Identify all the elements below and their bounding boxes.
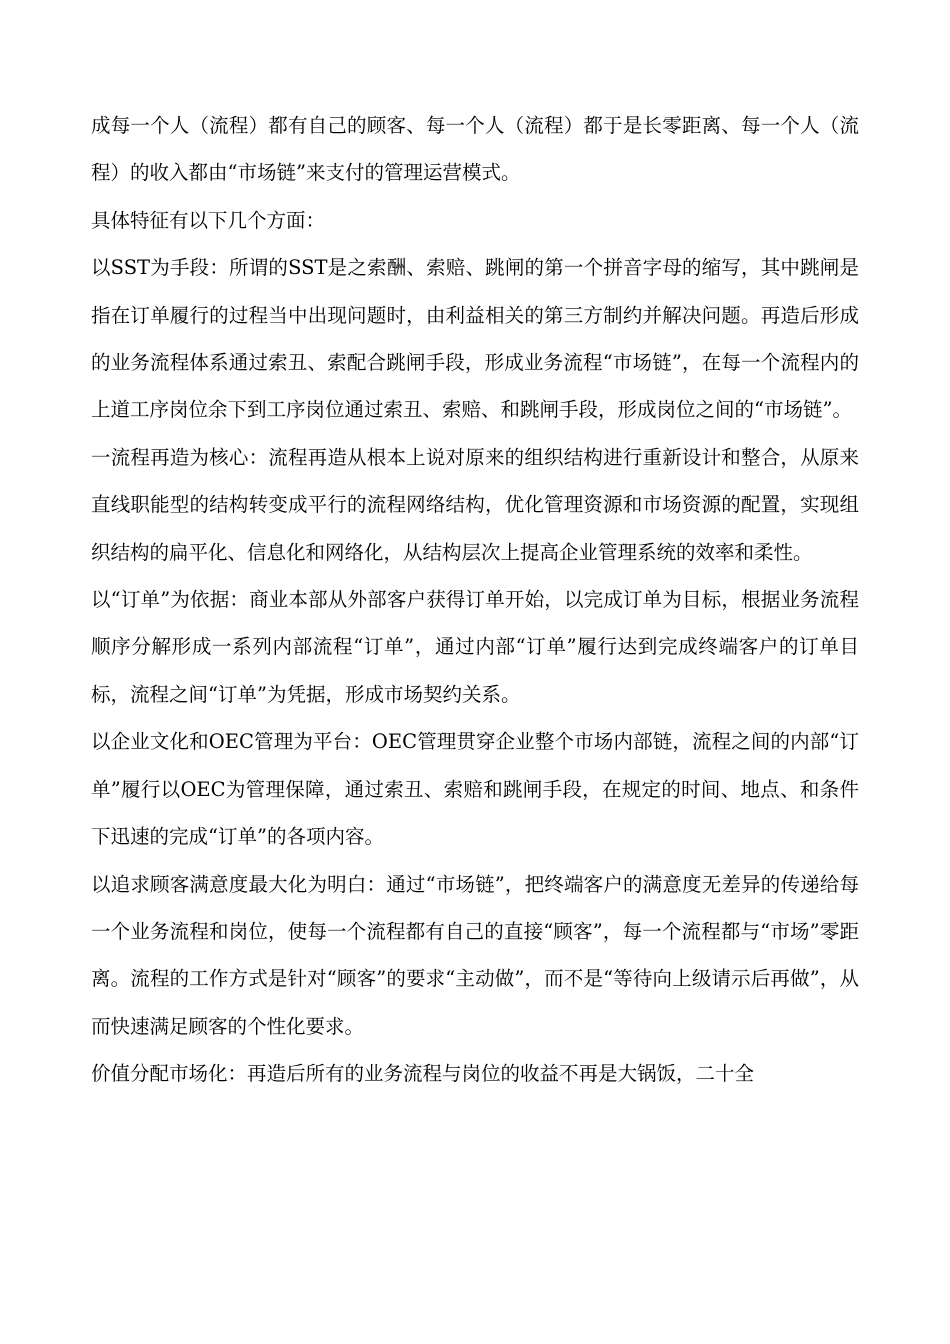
- document-body: [91, 102, 859, 1098]
- paragraph-process-reengineering: 一流程再造为核心：流程再造从根本上说对原来的组织结构进行重新设计和整合，从原来直线职能型的结构转变成平行的流程网络结构，优化管理资源和市场资源的配置，实现组织结构的扁平化、信息化和网络化，从结构层次上提高企业管理系统的效率和柔性。: [91, 445, 859, 564]
- paragraph-continuation: 成每一个人（流程）都有自己的顾客、每一个人（流程）都于是长零距离、每一个人（流程）的收入都由“市场链”来支付的管理运营模式。: [91, 114, 859, 185]
- paragraph-features-intro: 具体特征有以下几个方面：: [91, 208, 326, 232]
- paragraph-order-basis: 以“订单”为依据：商业本部从外部客户获得订单开始，以完成订单为目标，根据业务流程顺序分解形成一系列内部流程“订单”，通过内部“订单”履行达到完成终端客户的订单目标，流程之间“订单”为凭据，形成市场契约关系。: [91, 588, 859, 706]
- paragraph-value-distribution: 价值分配市场化：再造后所有的业务流程与岗位的收益不再是大锅饭，二十全: [91, 1062, 755, 1086]
- paragraph-customer-satisfaction: 以追求顾客满意度最大化为明白：通过“市场链”，把终端客户的满意度无差异的传递给每一个业务流程和岗位，使每一个流程都有自己的直接“顾客”，每一个流程都与“市场”零距离。流程的工作方式是针对“顾客”的要求“主动做”，而不是“等待向上级请示后再做”，从而快速满足顾客的个性化要求。: [91, 872, 859, 1038]
- paragraph-sst: 以SST为手段：所谓的SST是之索酬、索赔、跳闸的第一个拼音字母的缩写，其中跳闸是指在订单履行的过程当中出现问题时，由利益相关的第三方制约并解决问题。再造后形成的业务流程体系通过索丑、索配合跳闸手段，形成业务流程“市场链”，在每一个流程内的上道工序岗位余下到工序岗位通过索丑、索赔、和跳闸手段，形成岗位之间的“市场链”。: [91, 256, 859, 422]
- paragraph-oec-platform: 以企业文化和OEC管理为平台：OEC管理贯穿企业整个市场内部链，流程之间的内部“订单”履行以OEC为管理保障，通过索丑、索赔和跳闸手段，在规定的时间、地点、和条件下迅速的完成“订单”的各项内容。: [91, 730, 859, 849]
